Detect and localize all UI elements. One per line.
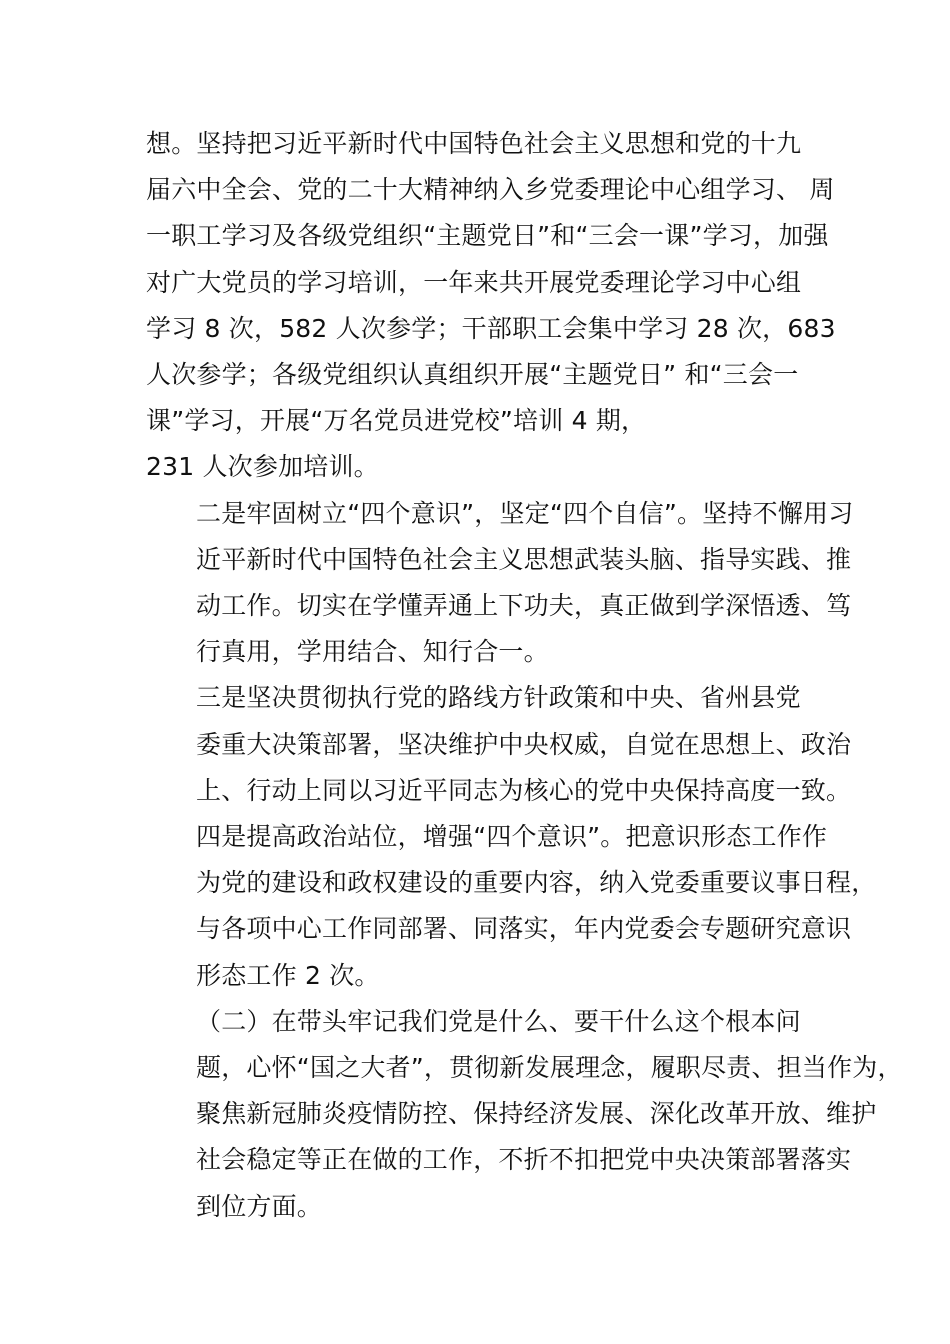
text-line: 上、行动上同以习近平同志为核心的党中央保持高度一致。 [196,775,852,805]
text-line: 对广大党员的学习培训，一年来共开展党委理论学习中心组 [146,267,802,297]
text-line: （二）在带头牢记我们党是什么、要干什么这个根本问 [196,1006,801,1036]
text-line: 学习 8 次，582 人次参学；干部职工会集中学习 28 次，683 [146,313,836,343]
text-line: 二是牢固树立“四个意识”，坚定“四个自信”。坚持不懈用习 [196,498,854,528]
text-line: 与各项中心工作同部署、同落实，年内党委会专题研究意识 [196,914,852,944]
text-line: 到位方面。 [196,1191,323,1221]
text-line: 题，心怀“国之大者”，贯彻新发展理念，履职尽责、担当作为， [196,1053,903,1083]
text-line: 聚焦新冠肺炎疫情防控、保持经济发展、深化改革开放、维护 [196,1099,877,1129]
text-line: 四是提高政治站位，增强“四个意识”。把意识形态工作作 [196,822,828,852]
text-line: 届六中全会、党的二十大精神纳入乡党委理论中心组学习、 周 [146,175,835,205]
text-line: 社会稳定等正在做的工作，不折不扣把党中央决策部署落实 [196,1145,852,1175]
text-line: 近平新时代中国特色社会主义思想武装头脑、指导实践、推 [196,544,852,574]
text-line: 三是坚决贯彻执行党的路线方针政策和中央、省州县党 [196,683,801,713]
text-line: 一职工学习及各级党组织“主题党日”和“三会一课”学习，加强 [146,221,829,251]
text-line: 为党的建设和政权建设的重要内容，纳入党委重要议事日程， [196,868,877,898]
text-line: 人次参学；各级党组织认真组织开展“主题党日” 和“三会一 [146,360,799,390]
text-line: 委重大决策部署，坚决维护中央权威，自觉在思想上、政治 [196,729,852,759]
text-line: 想。坚持把习近平新时代中国特色社会主义思想和党的十九 [146,129,802,158]
text-line: 动工作。切实在学懂弄通上下功夫，真正做到学深悟透、笃 [196,591,852,621]
paragraph-point-two [146,491,854,676]
paragraph-study-summary [146,121,836,491]
text-line: 行真用，学用结合、知行合一。 [196,637,549,667]
paragraph-point-three [146,675,852,814]
paragraph-section-two-heading [146,999,903,1230]
document-body [146,121,903,1230]
text-line: 课”学习，开展“万名党员进党校”培训 4 期， [146,406,647,436]
text-line: 231 人次参加培训。 [146,452,379,482]
paragraph-point-four [146,814,877,999]
text-line: 形态工作 2 次。 [196,960,380,990]
